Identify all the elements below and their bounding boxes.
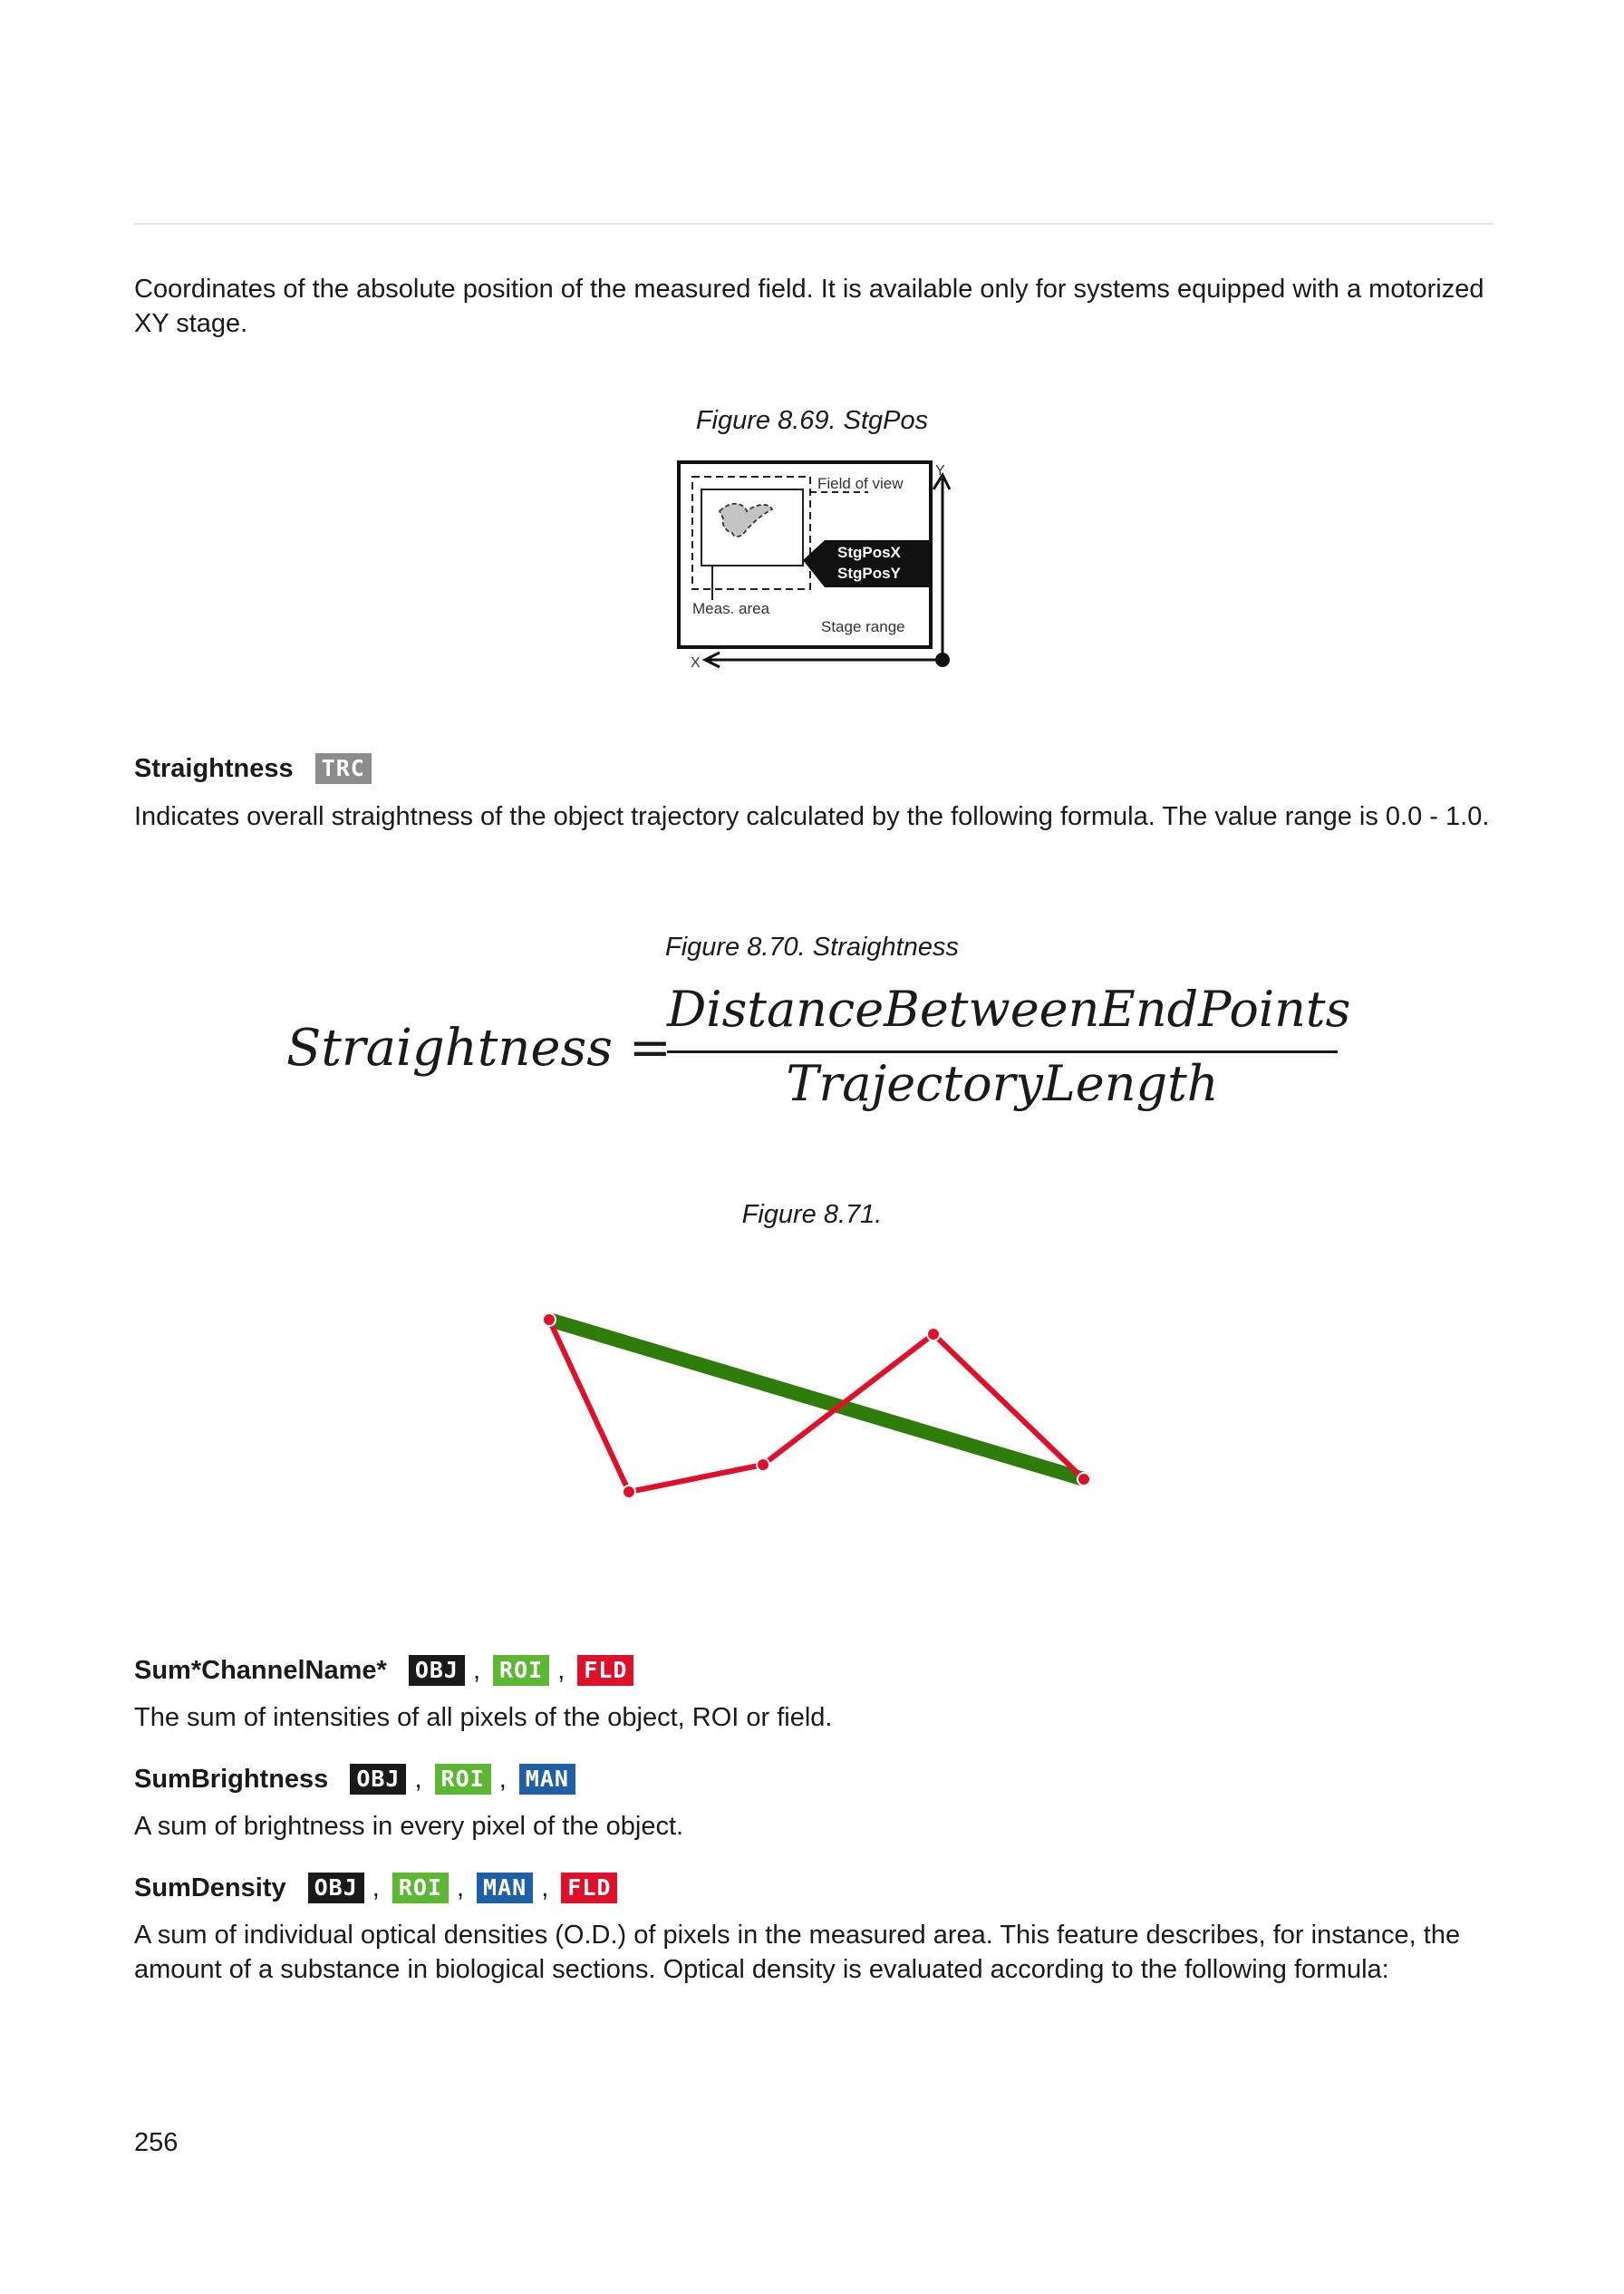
x-axis-label: X xyxy=(691,655,701,671)
formula-lhs: Straightness = xyxy=(286,1019,672,1078)
page-number: 256 xyxy=(134,2128,179,2157)
figure-caption-straightness: Figure 8.70. Straightness xyxy=(664,933,959,962)
badge-man: MAN xyxy=(477,1873,533,1903)
trajectory-point xyxy=(543,1313,556,1326)
field-of-view-label: Field of view xyxy=(817,475,904,492)
trajectory-point xyxy=(1078,1473,1090,1486)
badge-roi: ROI xyxy=(435,1764,491,1795)
straightness-formula xyxy=(286,979,1351,1115)
badge-obj: OBJ xyxy=(308,1873,364,1903)
badge-fld: FLD xyxy=(561,1873,617,1903)
meas-area-label: Meas. area xyxy=(692,600,770,617)
stage-origin-dot xyxy=(935,653,950,667)
header-rule xyxy=(134,223,1494,225)
stgposy-label: StgPosY xyxy=(837,565,901,582)
sum-density-description: A sum of individual optical densities (O.D.) of pixels in the measured area. This feature describes, for instance, the amount of a substance in biological sections. Optical density is evaluated according to the following formula: xyxy=(134,1921,1461,1984)
figure-caption-trajectory: Figure 8.71. xyxy=(741,1200,883,1229)
badge-roi: ROI xyxy=(392,1873,449,1903)
trajectory-point xyxy=(623,1486,635,1498)
badge-fld: FLD xyxy=(577,1655,633,1686)
sum-channel-description: The sum of intensities of all pixels of the object, ROI or field. xyxy=(134,1703,833,1732)
stgposx-label: StgPosX xyxy=(837,544,901,561)
term-sum-channel-name: Sum*ChannelName* OBJ , ROI , FLD xyxy=(134,1652,633,1689)
term-straightness xyxy=(134,750,372,787)
term-sum-brightness: SumBrightness OBJ , ROI , MAN xyxy=(134,1761,575,1797)
trajectory-point xyxy=(927,1328,940,1341)
formula-denominator: TrajectoryLength xyxy=(786,1055,1219,1112)
formula-numerator: DistanceBetweenEndPoints xyxy=(667,981,1351,1038)
stage-range-label: Stage range xyxy=(821,618,905,635)
term-name: SumBrightness xyxy=(134,1764,329,1794)
stgpos-diagram xyxy=(671,459,952,673)
figure-caption-stgpos: Figure 8.69. StgPos xyxy=(695,406,929,435)
stgpos-description: Coordinates of the absolute position of the measured field. It is available only for systems equipped with a motorized XY stage. xyxy=(134,275,1484,338)
badge-trc: TRC xyxy=(315,753,372,784)
badge-roi: ROI xyxy=(493,1655,549,1686)
badge-man: MAN xyxy=(519,1764,575,1795)
badge-obj: OBJ xyxy=(409,1655,465,1686)
sum-brightness-description: A sum of brightness in every pixel of the object. xyxy=(134,1812,684,1841)
meas-area-box xyxy=(701,489,803,566)
term-sum-density: SumDensity OBJ , ROI , MAN , FLD xyxy=(134,1870,617,1906)
straightness-description: Indicates overall straightness of the object trajectory calculated by the following formula. The value range is 0.0 - 1.0. xyxy=(134,802,1490,831)
trajectory-point xyxy=(757,1458,769,1471)
term-name: SumDensity xyxy=(134,1873,286,1902)
badge-obj: OBJ xyxy=(350,1764,406,1795)
trajectory-diagram xyxy=(508,1287,1106,1505)
term-name: Straightness xyxy=(134,753,294,783)
term-name: Sum*ChannelName* xyxy=(134,1655,387,1685)
y-axis-label: Y xyxy=(935,463,945,479)
